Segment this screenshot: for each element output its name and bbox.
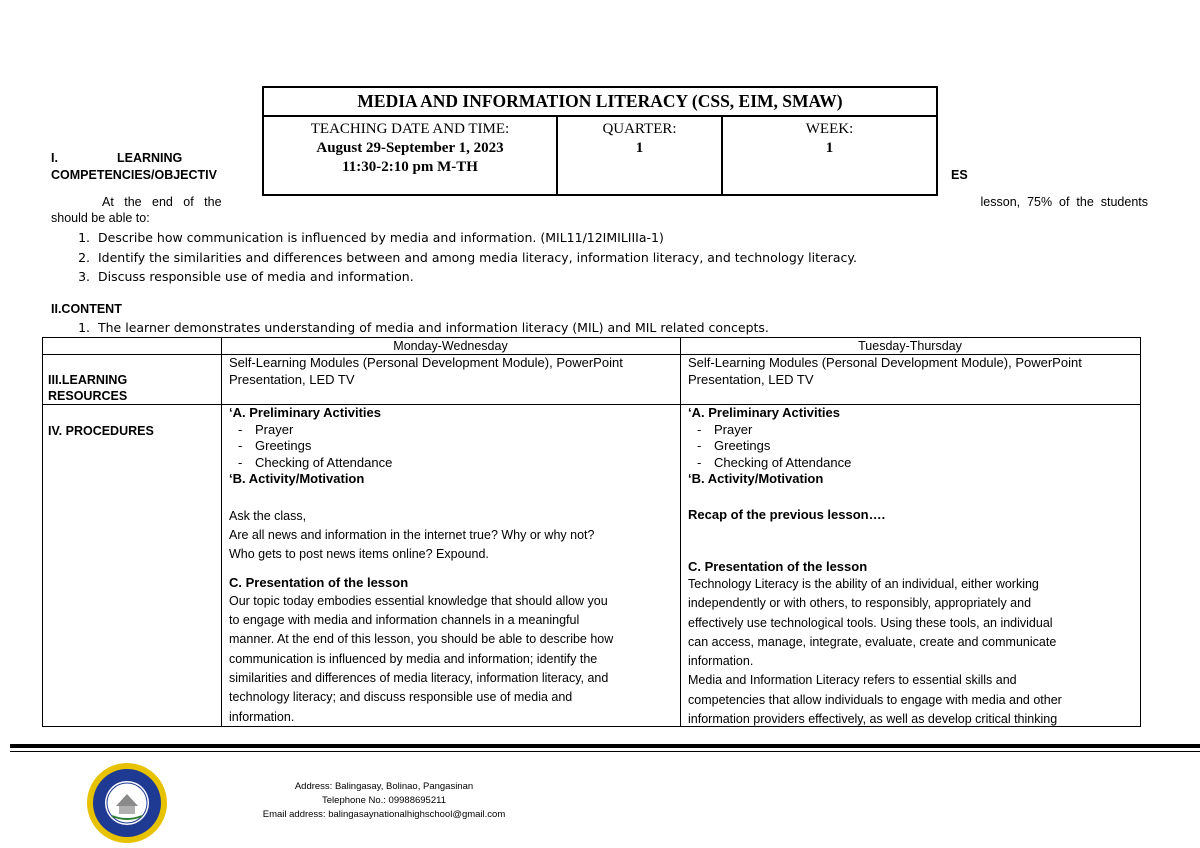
activity-heading: ‘B. Activity/Motivation (229, 471, 365, 486)
list-item: 3. Discuss responsible use of media and information. (78, 269, 414, 284)
quarter-value: 1 (635, 140, 644, 156)
presentation-heading: C. Presentation of the lesson (229, 575, 409, 591)
column-header-monday-wednesday: Monday-Wednesday (393, 339, 508, 353)
question-1: Are all news and information in the internet true? Why or why not? (229, 527, 595, 542)
content-list (72, 318, 769, 338)
footer-telephone: Telephone No.: 09988695211 (322, 795, 446, 806)
school-seal-logo (86, 762, 168, 844)
paragraph-line: competencies that allow individuals to engage with media and other (688, 692, 1062, 707)
section1-title: LEARNING (117, 151, 183, 165)
week-value: 1 (825, 140, 834, 156)
paragraph-line: effectively use technological tools. Using these tools, an individual (688, 615, 1053, 630)
presentation-heading: C. Presentation of the lesson (688, 558, 868, 574)
section2-title: II.CONTENT (51, 302, 122, 316)
paragraph-line: similarities and differences of media literacy, information literacy, and (229, 671, 609, 686)
question-2: Who gets to post news items online? Expound. (229, 547, 489, 562)
resources-monday: Self-Learning Modules (Personal Development Module), PowerPoint Presentation, LED TV (229, 355, 623, 387)
list-item: - Greetings (688, 438, 1134, 455)
list-item: - Prayer (688, 422, 1134, 439)
list-item: 1. Describe how communication is influenced by media and information. (MIL11/12IMILIIIa-1) (78, 230, 664, 245)
procedures-table (42, 337, 1141, 727)
paragraph-line: to engage with media and information channels in a meaningful (229, 613, 580, 628)
teaching-date-value: August 29-September 1, 2023 (316, 140, 504, 156)
section1-title-cont: COMPETENCIES/OBJECTIV (51, 168, 217, 182)
section1-title-end: ES (951, 168, 968, 182)
paragraph-line: Media and Information Literacy refers to essential skills and (688, 673, 1017, 688)
paragraph-line: manner. At the end of this lesson, you should be able to describe how (229, 632, 614, 647)
paragraph-line: can access, manage, integrate, evaluate, create and communicate (688, 634, 1057, 649)
paragraph-line: information. (688, 654, 754, 669)
teaching-date-cell (264, 117, 558, 194)
quarter-label: QUARTER: (602, 121, 677, 137)
list-item: 1. The learner demonstrates understanding of media and information literacy (MIL) and MIL related concepts. (78, 320, 769, 335)
objectives-intro-end: should be able to: (51, 211, 150, 225)
resources-tuesday: Self-Learning Modules (Personal Development Module), PowerPoint Presentation, LED TV (688, 355, 1082, 387)
list-item: - Checking of Attendance (229, 455, 675, 472)
footer-email: Email address: balingasaynationalhighschool@gmail.com (262, 809, 506, 820)
list-item: - Greetings (229, 438, 675, 455)
objectives-intro-cont: lesson, 75% of the students (980, 195, 1148, 209)
week-label: WEEK: (805, 121, 854, 137)
quarter-cell (558, 117, 723, 194)
teaching-date-label: TEACHING DATE AND TIME: (310, 121, 510, 137)
procedures-label: IV. PROCEDURES (48, 424, 154, 438)
paragraph-line: communication is influenced by media and information; identify the (229, 651, 598, 666)
week-cell (723, 117, 936, 194)
list-item: 2. Identify the similarities and differences between and among media literacy, information literacy, and technology literacy. (78, 249, 857, 265)
procedures-tuesday (688, 405, 1134, 729)
lesson-header-table (262, 86, 938, 196)
paragraph-line: information. (229, 709, 295, 724)
paragraph-line: Our topic today embodies essential knowledge that should allow you (229, 593, 608, 608)
subject-title: MEDIA AND INFORMATION LITERACY (CSS, EIM, SMAW) (264, 88, 936, 117)
footer-divider-thin (10, 751, 1200, 752)
paragraph-line: technology literacy; and discuss responsible use of media and (229, 690, 573, 705)
paragraph-line: information providers effectively, as well as develop critical thinking (688, 712, 1058, 727)
ask-text: Ask the class, (229, 508, 307, 523)
procedures-monday (229, 405, 675, 727)
teaching-time-value: 11:30-2:10 pm M-TH (342, 159, 478, 175)
objectives-intro: At the end of the (102, 195, 222, 209)
footer-divider (10, 744, 1200, 748)
footer-address: Address: Balingasay, Bolinao, Pangasinan (294, 781, 474, 792)
preliminary-heading: ‘A. Preliminary Activities (229, 405, 381, 420)
column-header-tuesday-thursday: Tuesday-Thursday (858, 339, 962, 353)
resources-label: III.LEARNING RESOURCES (48, 373, 128, 403)
list-item: - Checking of Attendance (688, 455, 1134, 472)
recap-text: Recap of the previous lesson…. (688, 506, 886, 522)
activity-heading: ‘B. Activity/Motivation (688, 471, 824, 486)
objectives-list (72, 228, 857, 287)
list-item: - Prayer (229, 422, 675, 439)
section1-number: I. (51, 151, 58, 165)
paragraph-line: Technology Literacy is the ability of an individual, either working (688, 577, 1039, 591)
paragraph-line: independently or with others, to responsibly, appropriately and (688, 596, 1032, 611)
preliminary-heading: ‘A. Preliminary Activities (688, 405, 840, 420)
